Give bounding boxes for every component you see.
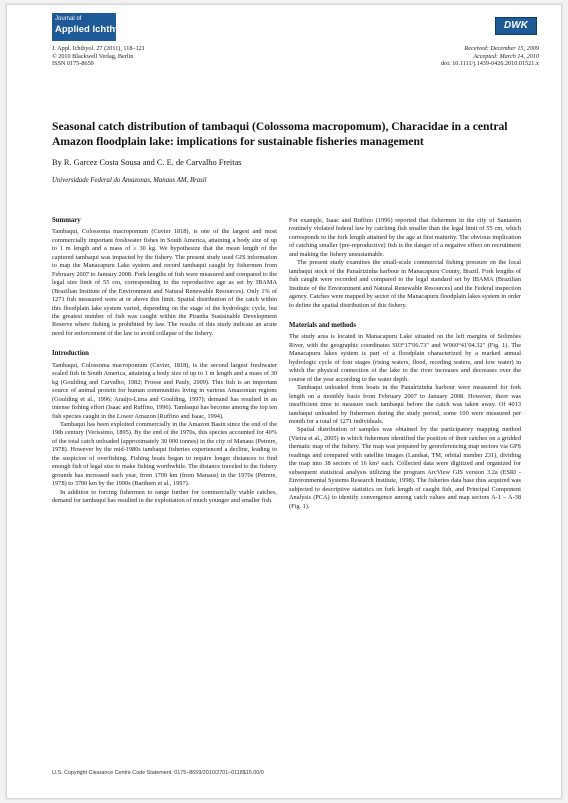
journal-banner-name: Applied Ichthyology xyxy=(55,24,146,35)
article-authors: By R. Garcez Costa Sousa and C. E. de Carvalho Freitas xyxy=(52,158,242,167)
methods-paragraph: The study area is located in Manacapuru Lake situated on the left margins of Solimões River, with the geographic coordinates S03°17′06.73″ and W060°41′04.32″ (Fig. 1). The Manacapuru lakes system is part of a floodplain characterized by a marked annual hydrologic cycle of four stages (rising waters, flood, receding waters, and low water) in which the physical connection of the lake to the river increases and decreases over the course of the year according to the water depth. xyxy=(289,333,521,383)
methods-paragraph: Tambaqui unloaded from boats in the Panaírizinha harbour were measured for fork length on a monthly basis from February 2007 to January 2008. However, there was insufficient time to measure each tambaqui before the catch was taken away. Of 4013 tambaqui unloaded by fishermen during the study period, some 100 were measured per month for a total of 1271 individuals. xyxy=(289,384,521,425)
journal-banner xyxy=(52,13,146,41)
article-title: Seasonal catch distribution of tambaqui (Colossoma macropomum), Characidae in a central Amazon floodplain lake: implications for sustainable fisheries management xyxy=(52,120,508,148)
copyright-footer: U.S. Copyright Clearance Centre Code Statement: 0175–8659/2010/2701–0118$15.00/0 xyxy=(52,770,264,776)
methods-paragraph: Spatial distribution of samples was obtained by the participatory mapping method (Vieira et al., 2005) in which fishermen identified the position of their catches on a gridded thematic map of the fishery. The map was prepared by georeferencing map sectors via GPS readings and compared with satellite images (Landsat, TM, orbital number 231), dividing the map into 38 sectors of 16 km² each. Collected data were digitized and organized for subsequent statistical analysis utilizing the program ArcView GIS version 3.2a (ESRI - Environmental Systems Research Institute, 1998). The fisheries data base thus acquired was subjected to descriptive statistics on fork length of caught fish, and Principal Component Analysis (PCA) to identify convergence among catch values and map sectors A-1 – A-38 (Fig. 1). xyxy=(289,426,521,510)
article-page xyxy=(6,4,562,799)
accepted-line: Accepted: March 14, 2010 xyxy=(473,52,539,60)
publisher-logo: DWK xyxy=(495,17,537,35)
intro-paragraph: Tambaqui has been exploited commercially in the Amazon Basin since the end of the 19th century (Veríssimo, 1895). By the end of the 1970s, this species accounted for 40% of the total catch unloaded (approximately 30 000 tonnes) in the city of Manaus (Petrere, 1978). However by the mid-1980s tambaqui fisheries experienced a decline, leading to the suspicion of overfishing. Fishing boats began to require longer distances to find enough fish of legal size to make fishing worthwhile. The distance traveled to the fishery grounds has increased each year, from 1700 km (from Manaus) in the 1970s (Petrere, 1978) to 3700 km by the 1990s (Barthem et al., 1997). xyxy=(52,420,277,488)
intro-paragraph: In addition to forcing fishermen to range further for commercially viable catches, demand for tambaqui has resulted in the exploitation of much younger and smaller fish. xyxy=(52,488,277,505)
body-paragraph: For example, Isaac and Ruffino (1996) reported that fishermen in the city of Santarém routinely violated federal law by catching fish smaller than the legal limit of 55 cm, which corresponds to the fork length attained by the age at first maturity. The obvious implication of catching smaller (pre-reproductive) fish is the danger of a negative effect on recruitment and making the fishery unsustainable. xyxy=(289,217,521,258)
body-paragraph: The present study examines the small-scale commercial fishing pressure on the local tambaqui stock of the Panaírizinha harbour in Manacapuru County, Brazil. Fork lengths of fish caught were recorded and compared to the legal standard set by IBAMA (Brazilian Institute of the Environment and Natural Renewable Resources) and the Federal inspection agency. Catches were mapped by sector of the Manacapuru floodplain lakes system in order to define the spatial distribution of this fishery. xyxy=(289,259,521,309)
summary-text: Tambaqui, Colossoma macropomum (Cuvier 1818), is one of the largest and most commercially important freshwater fishes in South America, attaining a body size of up to 1 m length and a mass of ≥ 30 kg. We hypothesize that the mean length of the captured tambaqui was impacted by the fishery. The present study used GIS information to map the Manacapuru Lake system and record tambaqui caught by fishermen from February 2007 to January 2008. Fork lengths of fish were measured and compared to the legal size limit of 55 cm, corresponding to the reproductive age as set by IBAMA (Brazilian Institute of the Environment and Natural Renewable Resources). Only 1% of 1271 fish measured were at or above this limit. Spatial distribution of the catch within this floodplain lake system varied, depending on the stage of the hydrologic cycle, but the greatest number of fish was caught within the Piranha Sustainable Development Reserve where fishing is prohibited by law. The results of this study indicate an acute need for enforcement of the law to avoid collapse of the fishery. xyxy=(52,228,277,337)
dates-meta xyxy=(441,45,539,68)
received-line: Received: December 15, 2009 xyxy=(464,45,539,52)
citation-line: J. Appl. Ichthyol. 27 (2011), 118–121 xyxy=(52,45,145,52)
issn-line: ISSN 0175-8659 xyxy=(52,60,94,68)
copyright-line: © 2010 Blackwell Verlag, Berlin xyxy=(52,52,134,60)
journal-banner-small: Journal of xyxy=(55,16,82,22)
doi-line[interactable]: doi: 10.1111/j.1439-0426.2010.01521.x xyxy=(441,60,539,68)
left-column xyxy=(52,217,277,506)
intro-heading: Introduction xyxy=(52,350,89,358)
methods-heading: Materials and methods xyxy=(289,321,356,329)
article-affiliation: Universidade Federal do Amazonas, Manaus AM, Brasil xyxy=(52,177,207,184)
summary-heading: Summary xyxy=(52,217,81,224)
citation-meta xyxy=(52,45,145,68)
right-column xyxy=(289,217,521,511)
intro-paragraph: Tambaqui, Colossoma macropomum (Cuvier, 1818), is the second largest freshwater scaled fish in South America, attaining a body size of up to 1 m length and a mass of 30 kg (Goulding and Carvalho, 1982; Froese and Pauly, 2009). This fish is an important source of animal protein for human communities living in various Amazonian regions (Goulding et al., 1996; Araújo-Lima and Goulding, 1997); demand has resulted in an intense fishing effort (Isaac and Ruffino, 1996). Tambaqui has become among the top ten fish species caught in the Lower Amazon (Ruffino and Isaac, 1994). xyxy=(52,361,277,420)
